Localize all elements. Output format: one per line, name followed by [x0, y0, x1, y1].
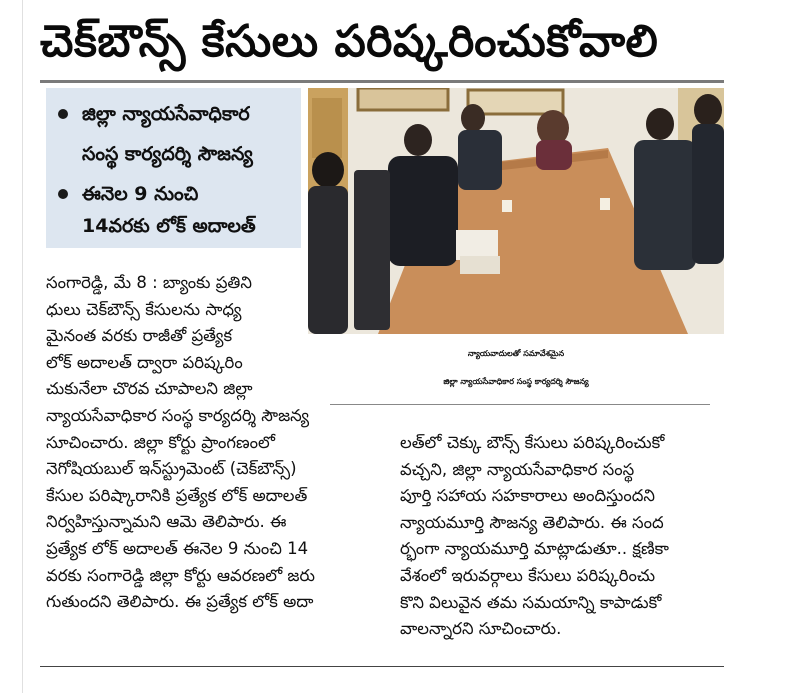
article-line: వచ్చని, జిల్లా న్యాయసేవాధికార సంస్థ [400, 459, 635, 479]
article-line: న్యాయమూర్తి సౌజన్య తెలిపారు. ఈ సంద [400, 512, 664, 532]
bullet-icon [58, 109, 68, 119]
article-line: గుతుందని తెలిపారు. ఈ ప్రత్యేక లోక్ అదా [46, 592, 314, 612]
bottom-rule [40, 666, 724, 667]
highlight-line: 14వరకు లోక్ అదాలత్ [82, 215, 256, 237]
article-line: కేసుల పరిష్కారానికి ప్రత్యేక లోక్ అదాలత్ [46, 485, 308, 505]
article-line: ర్భంగా న్యాయమూర్తి మాట్లాడుతూ.. క్షణికా [400, 539, 669, 559]
article-line: నెగోషియబుల్ ఇన్‌స్ట్రుమెంట్ (చెక్‌బౌన్స్) [46, 459, 297, 479]
caption-rule [330, 404, 710, 405]
article-line: వరకు సంగారెడ్డి జిల్లా కోర్టు ఆవరణలో జరు [46, 565, 315, 585]
article-line: సంగారెడ్డి, మే 8 : బ్యాంకు ప్రతిని [46, 273, 252, 292]
article-line: మైనంత వరకు రాజీతో ప్రత్యేక [46, 326, 233, 346]
highlight-line: సంస్థ కార్యదర్శి సౌజన్య [82, 143, 253, 165]
article-line: పూర్తి సహాయ సహకారాలు అందిస్తుందని [400, 486, 655, 506]
article-line: వేశంలో ఇరువర్గాలు కేసులు పరిష్కరించు [400, 565, 656, 585]
bullet-icon [58, 189, 68, 199]
highlight-line: ఈనెల 9 నుంచి [82, 183, 199, 205]
article-line: ధులు చెక్‌బౌన్స్ కేసులను సాధ్య [46, 299, 242, 319]
article-line: వాలన్నారని సూచించారు. [400, 619, 562, 639]
page-edge [22, 0, 23, 693]
article-line: లత్‌లో చెక్కు బౌన్స్ కేసులు పరిష్కరించుకో [400, 433, 665, 452]
article-line: నిర్వహిస్తున్నామని ఆమె తెలిపారు. ఈ [46, 512, 287, 532]
article-line: న్యాయసేవాధికార సంస్థ కార్యదర్శి సౌజన్య [46, 405, 310, 425]
article-column-2 [400, 430, 669, 643]
photo-caption-line: జిల్లా న్యాయసేవాధికార సంస్థ కార్యదర్శి సౌజన్య [443, 377, 589, 386]
photo-caption-line: న్యాయవాదులతో సమావేశమైన [467, 349, 565, 358]
article-column-1 [46, 270, 315, 616]
highlights-box [46, 88, 301, 248]
headline: చెక్‌బౌన్స్‌ కేసులు పరిష్కరించుకోవాలి [40, 16, 659, 67]
article-line: లోక్ అదాలత్ ద్వారా పరిష్కరిం [46, 352, 243, 372]
headline-rule [40, 80, 724, 83]
meeting-photo-illustration [308, 88, 724, 334]
article-line: ప్రత్యేక లోక్ అదాలత్ ఈనెల 9 నుంచి 14 [46, 538, 309, 558]
article-line: చుకునేలా చొరవ చూపాలని జిల్లా [46, 379, 253, 399]
meeting-photo [308, 88, 724, 334]
article-line: కొని విలువైన తమ సమయాన్ని కాపాడుకో [400, 592, 662, 612]
article-line: సూచించారు. జిల్లా కోర్టు ప్రాంగణంలో [46, 432, 275, 452]
highlight-line: జిల్లా న్యాయసేవాధికార [82, 103, 250, 125]
